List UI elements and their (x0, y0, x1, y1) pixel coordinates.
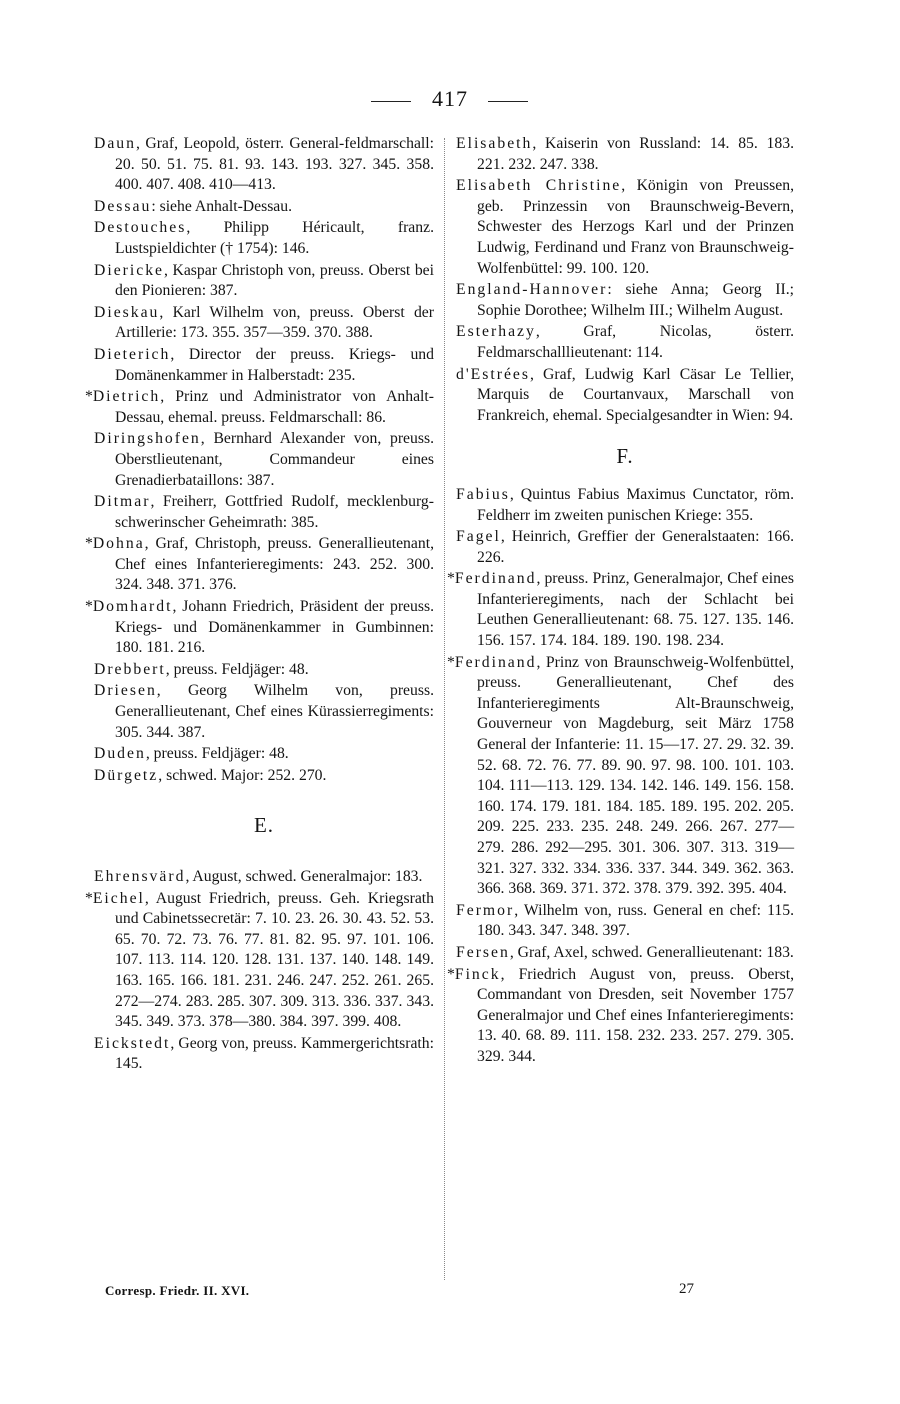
entry-text: , Heinrich, Greffier der Generalstaaten: 166. 226. (477, 528, 794, 566)
index-entry (85, 534, 434, 596)
asterisk-marker: * (447, 570, 455, 588)
asterisk-marker: * (85, 598, 93, 616)
entry-name: Destouches (94, 219, 187, 237)
entry-text: , Friedrich August von, preuss. Oberst, Commandant von Dresden, seit November 1757 Generalmajor und Chef eines Infanterieregiments: 13. 40. 68. 89. 111. 158. 232. 233. 257. 279. 305. 329. 344. (477, 965, 794, 1065)
entry-name: Ferdinand (454, 570, 537, 588)
entry-name: Eichel (92, 889, 145, 907)
index-entry (447, 965, 794, 1068)
entry-name: Ditmar (94, 493, 151, 511)
entry-text: , Prinz und Administrator von Anhalt-Dessau, ehemal. preuss. Feldmarschall: 86. (115, 388, 434, 426)
index-entry (94, 218, 434, 259)
index-entry (94, 303, 434, 344)
entry-name: Elisabeth Christine (456, 177, 622, 195)
header-rule-left (371, 101, 411, 102)
entry-text: , Bernhard Alexander von, preuss. Oberstlieutenant, Commandeur eines Grenadierbataillons: 387. (115, 430, 434, 489)
index-entry (85, 889, 434, 1033)
entry-text: , Graf, Christoph, preuss. Generallieutenant, Chef eines Infanterieregiments: 243. 252. 300. 324. 348. 371. 376. (115, 535, 434, 594)
index-entry (94, 345, 434, 386)
index-entry (94, 429, 434, 491)
entry-text: , Johann Friedrich, Präsident der preuss. Kriegs- und Domänenkammer in Gumbinnen: 180. 181. 216. (115, 598, 434, 657)
section-heading-e: E. (253, 813, 275, 838)
index-entry (456, 134, 794, 175)
asterisk-marker: * (447, 653, 455, 671)
asterisk-marker: * (85, 889, 93, 907)
index-entry (456, 527, 794, 568)
index-entry (85, 387, 434, 428)
section-heading-f: F. (616, 444, 634, 469)
entry-text: , Kaspar Christoph von, preuss. Oberst bei den Pionieren: 387. (115, 261, 434, 300)
index-entry (456, 943, 794, 964)
entry-name: Esterhazy (456, 323, 536, 341)
entry-name: Domhardt (92, 598, 173, 616)
entry-text: : siehe Anna; Georg II.; Sophie Dorothee; Wilhelm III.; Wilhelm August. (477, 281, 794, 319)
entry-text: , Freiherr, Gottfried Rudolf, mecklenburg-schwerinscher Geheimrath: 385. (115, 493, 434, 531)
index-entry (94, 681, 434, 743)
entry-name: Dessau (94, 197, 152, 215)
index-entry (456, 176, 794, 279)
entry-name: Dietrich (92, 388, 161, 406)
index-entry (94, 660, 434, 681)
index-entry (94, 134, 434, 196)
entry-text: , Director der preuss. Kriegs- und Domänenkammer in Halberstadt: 235. (115, 345, 434, 384)
entry-text: , preuss. Prinz, Generalmajor, Chef eines Infanterieregiments, nach der Schlacht bei Leuthen Generallieutenant: 68. 75. 127. 135. 146. 156. 157. 174. 184. 189. 190. 198. 234. (477, 570, 794, 650)
left-entries-e (85, 867, 434, 1075)
index-entry (456, 280, 794, 321)
entry-text: , August Friedrich, preuss. Geh. Kriegsrath und Cabinetssecretär: 7. 10. 23. 26. 30. 43. 52. 53. 65. 70. 72. 73. 76. 77. 81. 82. 95. 97. 101. 106. 107. 113. 114. 120. 128. 131. 137. 140. 148. 149. 163. 165. 166. 181. 231. 246. 247. 252. 261. 265. 272—274. 283. 285. 307. 309. 313. 336. 337. 343. 345. 349. 373. 378—380. 384. 397. 399. 408. (115, 889, 434, 1031)
entry-text: , Georg Wilhelm von, preuss. Generallieutenant, Chef eines Kürassierregiments: 305. 344. 387. (115, 682, 434, 741)
asterisk-marker: * (447, 965, 455, 983)
asterisk-marker: * (85, 388, 93, 406)
entry-name: Duden (94, 745, 146, 763)
entry-name: Finck (454, 965, 501, 983)
index-entry (94, 197, 434, 218)
entry-name: Dieskau (94, 303, 160, 321)
entry-name: Eickstedt (94, 1034, 171, 1052)
entry-name: Diericke (94, 261, 165, 279)
entry-text: , August, schwed. Generalmajor: 183. (185, 868, 423, 885)
entry-text: , Graf, Axel, schwed. Generallieutenant: 183. (509, 943, 794, 961)
entry-text: , Karl Wilhelm von, preuss. Oberst der Artillerie: 173. 355. 357—359. 370. 388. (115, 303, 434, 342)
entry-text: , Philipp Héricault, franz. Lustspieldichter († 1754): 146. (115, 219, 434, 257)
entry-name: Elisabeth (456, 135, 533, 152)
entry-text: , Graf, Nicolas, österr. Feldmarschalllieutenant: 114. (477, 323, 794, 361)
entry-name: d'Estrées (456, 365, 530, 383)
right-entries-e (456, 134, 794, 426)
entry-name: Diringshofen (94, 430, 201, 448)
left-entries-d (85, 134, 434, 786)
entry-text: , schwed. Major: 252. 270. (158, 766, 327, 784)
entry-name: England-Hannover (456, 281, 608, 299)
entry-name: Fermor (456, 901, 515, 919)
entry-name: Fersen (456, 943, 510, 961)
entry-text: , preuss. Feldjäger: 48. (165, 660, 309, 678)
index-entry (456, 485, 794, 526)
footer-source: Corresp. Friedr. II. XVI. (105, 1283, 250, 1298)
entry-text: , Georg von, preuss. Kammergerichtsrath: 145. (115, 1034, 434, 1073)
entry-name: Drebbert (94, 660, 166, 678)
entry-name: Driesen (94, 682, 157, 700)
right-entries-f (447, 485, 794, 1068)
entry-text: , Königin von Preussen, geb. Prinzessin von Braunschweig-Bevern, Schwester des Herzogs Karl und der Prinzen Ludwig, Ferdinand und Franz von Braunschweig-Wolfenbüttel: 99. 100. 120. (477, 177, 794, 277)
entry-name: Fabius (456, 485, 510, 503)
index-entry (456, 365, 794, 427)
entry-text: , Prinz von Braunschweig-Wolfenbüttel, preuss. Generallieutenant, Chef des Infanterieregiments Alt-Braunschweig, Gouverneur von Magdeburg, seit März 1758 General der Infanterie: 11. 15—17. 27. 29. 32. 39. 52. 68. 72. 76. 77. 89. 90. 97. 98. 100. 101. 103. 104. 111—113. 129. 134. 142. 146. 149. 156. 158. 160. 174. 179. 181. 184. 185. 189. 195. 202. 205. 209. 225. 233. 235. 248. 249. 266. 267. 277—279. 286. 292—295. 301. 306. 307. 313. 319—321. 327. 332. 334. 336. 337. 344. 349. 362. 363. 366. 368. 369. 371. 372. 378. 379. 392. 395. 404. (477, 653, 794, 898)
entry-text: , Graf, Ludwig Karl Cäsar Le Tellier, Marquis de Courtanvaux, Marschall von Frankreich, ehemal. Specialgesandter in Wien: 94. (477, 365, 794, 424)
entry-name: Fagel (456, 528, 501, 546)
index-entry (94, 766, 434, 787)
entry-name: Ferdinand (454, 653, 537, 671)
asterisk-marker: * (85, 535, 93, 553)
footer-signature: 27 (679, 1281, 694, 1297)
entry-name: Dohna (92, 535, 145, 553)
header-rule-right (488, 101, 528, 102)
index-entry (447, 653, 794, 900)
left-column (85, 134, 434, 1076)
page-number: 417 (432, 86, 468, 111)
entry-text: , Wilhelm von, russ. General en chef: 115. 180. 343. 347. 348. 397. (477, 901, 794, 940)
entry-text: , Quintus Fabius Maximus Cunctator, röm. Feldherr im zweiten punischen Kriege: 355. (477, 485, 794, 524)
entry-text: : siehe Anhalt-Dessau. (151, 197, 293, 215)
index-entry (94, 261, 434, 302)
entry-text: , preuss. Feldjäger: 48. (145, 745, 289, 763)
index-entry (94, 1034, 434, 1075)
entry-text: , Graf, Leopold, österr. General-feldmarschall: 20. 50. 51. 75. 81. 93. 143. 193. 327. 345. 358. 400. 407. 408. 410—413. (115, 135, 434, 194)
right-column (447, 134, 794, 1069)
entry-name: Dieterich (94, 345, 171, 363)
column-divider (444, 138, 445, 1280)
index-entry (94, 744, 434, 765)
page-header (0, 86, 900, 116)
index-entry (456, 322, 794, 363)
index-entry (94, 867, 434, 888)
index-entry (94, 492, 434, 533)
entry-name: Daun (94, 135, 136, 152)
entry-text: , Kaiserin von Russland: 14. 85. 183. 221. 232. 247. 338. (477, 135, 794, 173)
entry-name: Ehrensvärd (94, 868, 186, 885)
index-entry (85, 597, 434, 659)
index-entry (456, 901, 794, 942)
entry-name: Dürgetz (94, 766, 159, 784)
index-entry (447, 569, 794, 651)
